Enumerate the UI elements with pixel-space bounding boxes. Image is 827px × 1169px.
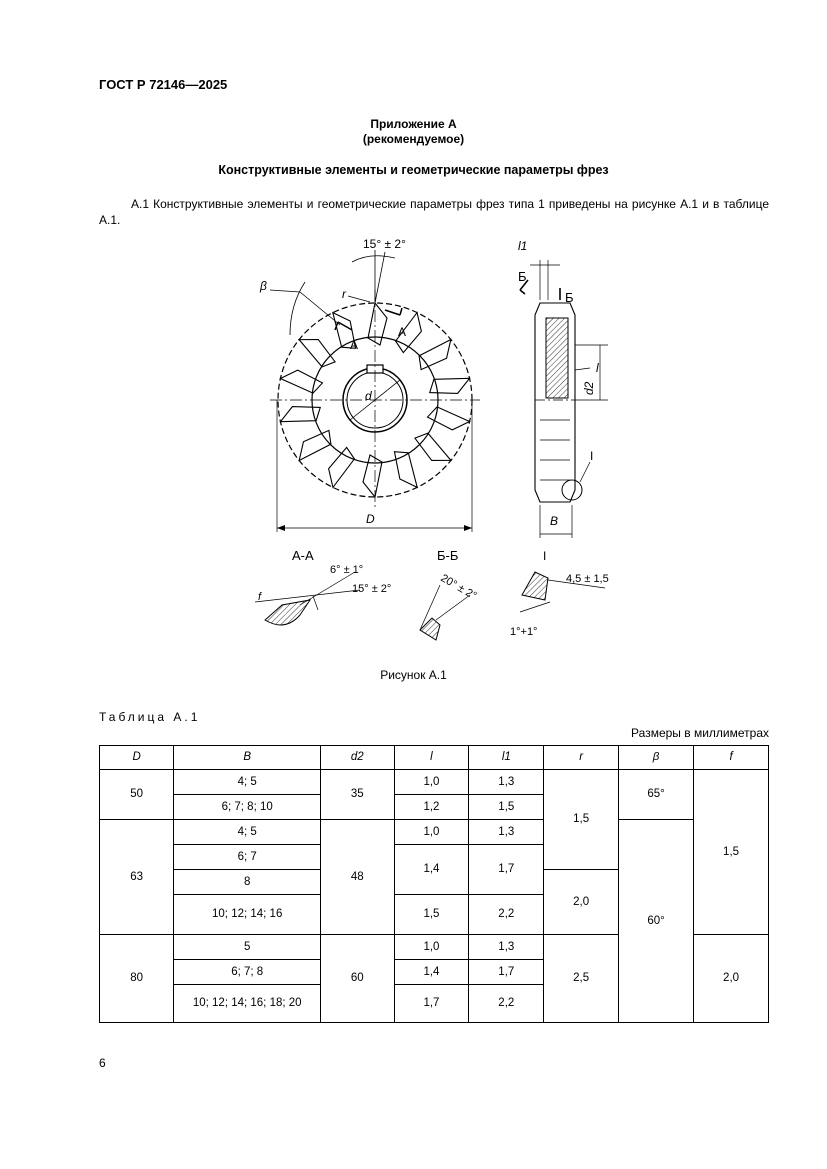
cell-l: 1,4 [394, 845, 469, 895]
page-number: 6 [99, 1056, 106, 1070]
cell-l1: 2,2 [469, 895, 544, 935]
annex-title: Приложение А [370, 117, 457, 131]
annex-status: (рекомендуемое) [362, 132, 465, 146]
label-angle-20: 20° ± 2° [438, 572, 479, 603]
label-section-bb: Б-Б [437, 548, 459, 563]
label-d2: d2 [582, 381, 596, 395]
label-detail-i: I [543, 549, 547, 563]
cell-B: 4; 5 [174, 820, 321, 845]
table-row [100, 820, 769, 845]
cell-l: 1,2 [394, 795, 469, 820]
label-section-a-right: А [398, 325, 407, 339]
table-title: Таблица А.1 [99, 710, 201, 724]
label-l: l [596, 361, 599, 375]
label-dim-45: 4,5 ± 1,5 [566, 573, 609, 585]
label-B: B [550, 514, 559, 528]
cell-d2: 48 [321, 820, 395, 935]
cell-r: 2,0 [544, 870, 619, 935]
annex-block [0, 117, 827, 147]
cell-l: 1,4 [394, 960, 469, 985]
header-l: l [394, 746, 469, 770]
section-aa [255, 572, 360, 625]
label-angle-top: 15° ± 2° [363, 237, 406, 251]
cutter-front-view [270, 250, 480, 532]
cell-B: 5 [174, 935, 321, 960]
cell-B: 6; 7; 8 [174, 960, 321, 985]
header-f: f [694, 746, 769, 770]
cell-D: 50 [100, 770, 174, 820]
label-beta: β [260, 279, 267, 293]
cutter-side-view [520, 260, 608, 538]
cell-r: 2,5 [544, 935, 619, 1023]
cell-beta: 60° [619, 820, 694, 1023]
header-D: D [100, 746, 174, 770]
cell-D: 80 [100, 935, 174, 1023]
cell-l1: 1,3 [469, 770, 544, 795]
cell-B: 10; 12; 14; 16 [174, 895, 321, 935]
label-angle-6: 6° ± 1° [330, 564, 364, 576]
document-id: ГОСТ Р 72146—2025 [99, 77, 228, 92]
cell-l1: 1,3 [469, 935, 544, 960]
header-d2: d2 [321, 746, 395, 770]
parameters-table [99, 745, 769, 1023]
cell-f: 1,5 [694, 770, 769, 935]
label-section-aa: А-А [292, 548, 314, 563]
cell-B: 8 [174, 870, 321, 895]
header-l1: l1 [469, 746, 544, 770]
cell-B: 4; 5 [174, 770, 321, 795]
header-r: r [544, 746, 619, 770]
intro-paragraph: А.1 Конструктивные элементы и геометрические параметры фрез типа 1 приведены на рисунке А.1 и в таблице А.1. [99, 197, 769, 227]
cell-B: 6; 7; 8; 10 [174, 795, 321, 820]
cell-l1: 1,7 [469, 960, 544, 985]
label-section-b-left: Б [518, 269, 527, 284]
table-row [100, 770, 769, 795]
label-section-b-right: Б [565, 290, 574, 305]
cell-d2: 60 [321, 935, 395, 1023]
cell-l: 1,0 [394, 935, 469, 960]
cell-B: 6; 7 [174, 845, 321, 870]
cell-l1: 2,2 [469, 985, 544, 1023]
cell-B: 10; 12; 14; 16; 18; 20 [174, 985, 321, 1023]
header-beta: β [619, 746, 694, 770]
figure-caption: Рисунок А.1 [380, 668, 447, 682]
label-r: r [342, 287, 346, 301]
cell-r: 1,5 [544, 770, 619, 870]
label-l1: l1 [518, 239, 528, 253]
label-detail-ref: I [590, 449, 594, 463]
table-units: Размеры в миллиметрах [631, 726, 769, 740]
cell-l: 1,0 [394, 770, 469, 795]
cell-l: 1,7 [394, 985, 469, 1023]
label-D: D [366, 512, 375, 526]
cell-l: 1,0 [394, 820, 469, 845]
section-heading: Конструктивные элементы и геометрические параметры фрез [218, 163, 609, 177]
table-header-row [100, 746, 769, 770]
cell-l1: 1,5 [469, 795, 544, 820]
cell-l1: 1,7 [469, 845, 544, 895]
label-f: f [258, 591, 262, 603]
cell-beta: 65° [619, 770, 694, 820]
label-d: d [365, 389, 372, 403]
header-B: B [174, 746, 321, 770]
cell-l: 1,5 [394, 895, 469, 935]
cell-D: 63 [100, 820, 174, 935]
cell-l1: 1,3 [469, 820, 544, 845]
label-angle-15: 15° ± 2° [352, 583, 392, 595]
cell-d2: 35 [321, 770, 395, 820]
cell-f: 2,0 [694, 935, 769, 1023]
label-angle-1: 1°+1° [510, 626, 538, 638]
technical-drawing [0, 225, 827, 665]
label-section-a-left: А [350, 338, 359, 352]
